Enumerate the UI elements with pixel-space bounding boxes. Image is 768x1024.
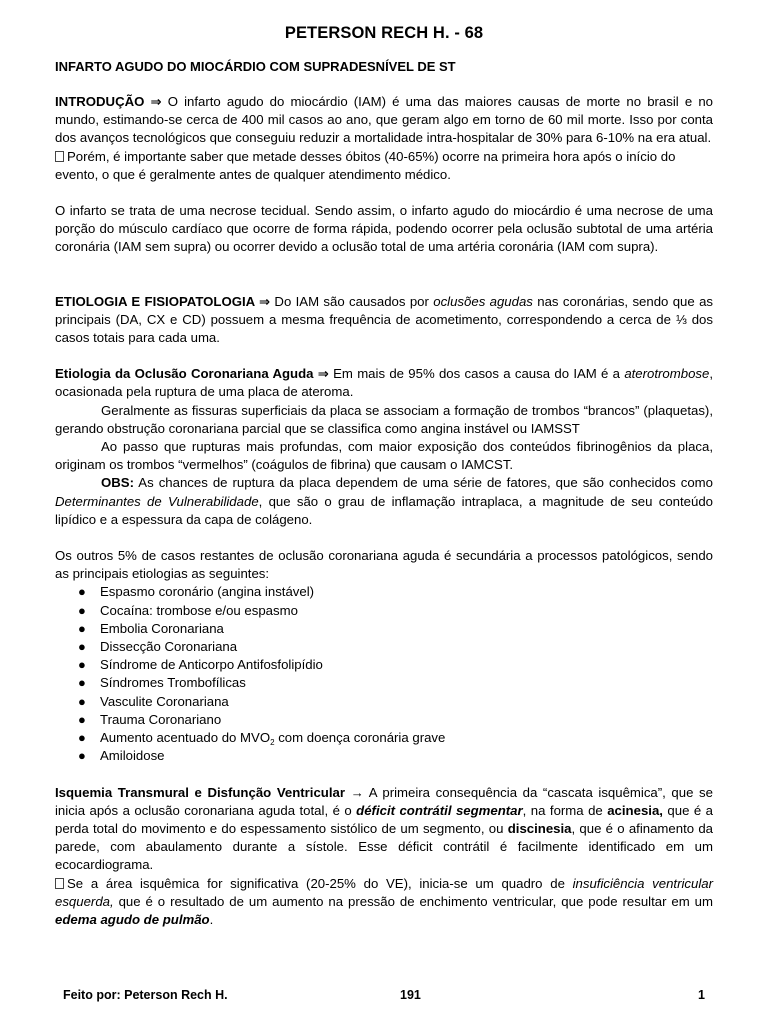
footer-page-number: 191 (400, 988, 421, 1002)
footer-section-number: 1 (698, 988, 705, 1002)
intro-label: INTRODUÇÃO ⇒ (55, 94, 162, 109)
page-footer (63, 988, 705, 1006)
heart-failure-paragraph: Se a área isquêmica for significativa (20-25% do VE), inicia-se um quadro de insuficiência ventricular esquerda, que é o resultado de um aumento na pressão de enchimento ventricular, que pode resultar em um edema agudo de pulmão. (55, 875, 713, 927)
ischemia-label: Isquemia Transmural e Disfunção Ventricular (55, 784, 345, 800)
occlusion-label: Etiologia da Oclusão Coronariana Aguda ⇒ (55, 366, 329, 382)
intro-paragraph: INTRODUÇÃO ⇒ O infarto agudo do miocárdio (IAM) é uma das maiores causas de morte no brasil e no mundo, estimando-se cerca de 400 mil casos ao ano, que geram algo em torno de 60 mil morte. Isso por conta dos avanços tecnológicos que conseguiu reduzir a mortalidade intra-hospitalar de 30% para 6-10% na era atual. (55, 94, 713, 146)
missing-glyph-icon (55, 151, 64, 162)
white-thrombus-paragraph: Geralmente as fissuras superficiais da placa se associam a formação de trombos “brancos” (plaquetas), gerando obstrução coronariana parcial que se classifica como angina instável ou IAMSST (55, 402, 713, 436)
missing-glyph-icon (55, 878, 64, 889)
definition-paragraph: O infarto se trata de uma necrose tecidual. Sendo assim, o infarto agudo do miocárdio é uma necrose de uma porção do músculo cardíaco que ocorre de forma rápida, podendo ocorrer pela oclusão subtotal de uma artéria coronária (IAM sem supra) ou ocorrer devido a oclusão total de uma artéria coronária (IAM com supra). (55, 203, 713, 255)
red-thrombus-paragraph: Ao passo que rupturas mais profundas, com maior exposição dos conteúdos fibrinogênios da placa, originam os trombos “vermelhos” (coágulos de fibrina) que causam o IAMCST. (55, 439, 713, 473)
obs-label: OBS: (101, 475, 134, 491)
etiology-list (55, 583, 713, 765)
list-item: ● Vasculite Coronariana (78, 693, 229, 709)
page-title: PETERSON RECH H. - 68 (284, 24, 484, 42)
list-item: ● Trauma Coronariano (78, 711, 222, 727)
list-item: ● Embolia Coronariana (78, 620, 224, 636)
etiology-paragraph: ETIOLOGIA E FISIOPATOLOGIA ⇒ Do IAM são causados por oclusões agudas nas coronárias, sendo que as principais (DA, CX e CD) possuem a mesma frequência de acometimento, correspondendo a cerca de ⅓ dos casos totais para cada uma. (55, 293, 713, 346)
document-subtitle: INFARTO AGUDO DO MIOCÁRDIO COM SUPRADESNÍVEL DE ST (55, 59, 456, 74)
list-item: ● Cocaína: trombose e/ou espasmo (78, 602, 298, 618)
list-item: ● Aumento acentuado do $MVO_2$ com doença coronária grave (78, 730, 446, 748)
ischemia-paragraph: Isquemia Transmural e Disfunção Ventricular → A primeira consequência da “cascata isquêmica”, que se inicia após a oclusão coronariana aguda total, é o déficit contrátil segmentar, na forma de acinesia, que é a perda total do movimento e do espessamento sistólico de um segmento, ou discinesia, que é o afinamento da parede, com abaulamento durante a sístole. Esse déficit contrátil é facilmente identificado em um ecocardiograma. (55, 784, 713, 873)
list-item: ● Síndromes Trombofílicas (78, 675, 246, 691)
document-page (55, 24, 713, 929)
occlusion-paragraph: Etiologia da Oclusão Coronariana Aguda ⇒ Em mais de 95% dos casos a causa do IAM é a aterotrombose, ocasionada pela ruptura de uma placa de ateroma. (55, 366, 714, 400)
list-item: ● Dissecção Coronariana (78, 639, 238, 655)
etiology-label: ETIOLOGIA E FISIOPATOLOGIA ⇒ (55, 293, 271, 309)
other-causes-paragraph: Os outros 5% de casos restantes de oclusão coronariana aguda é secundária a processos patológicos, sendo as principais etiologias as seguintes: (55, 548, 713, 582)
footer-author: Feito por: Peterson Rech H. (63, 988, 228, 1002)
list-item: ● Síndrome de Anticorpo Antifosfolipídio (78, 657, 323, 673)
obs-paragraph: OBS: As chances de ruptura da placa dependem de uma série de fatores, que são conhecidos como Determinantes de Vulnerabilidade, que são o grau de inflamação intraplaca, a magnitude de seu conteúdo lipídico e a espessura da capa de colágeno. (55, 475, 713, 527)
list-item: ● Espasmo coronário (angina instável) (78, 584, 315, 600)
list-item: ● Amiloidose (78, 748, 165, 764)
intro-note-paragraph: Porém, é importante saber que metade desses óbitos (40-65%) ocorre na primeira hora após o início do evento, o que é geralmente antes de qualquer atendimento médico. (55, 148, 676, 182)
